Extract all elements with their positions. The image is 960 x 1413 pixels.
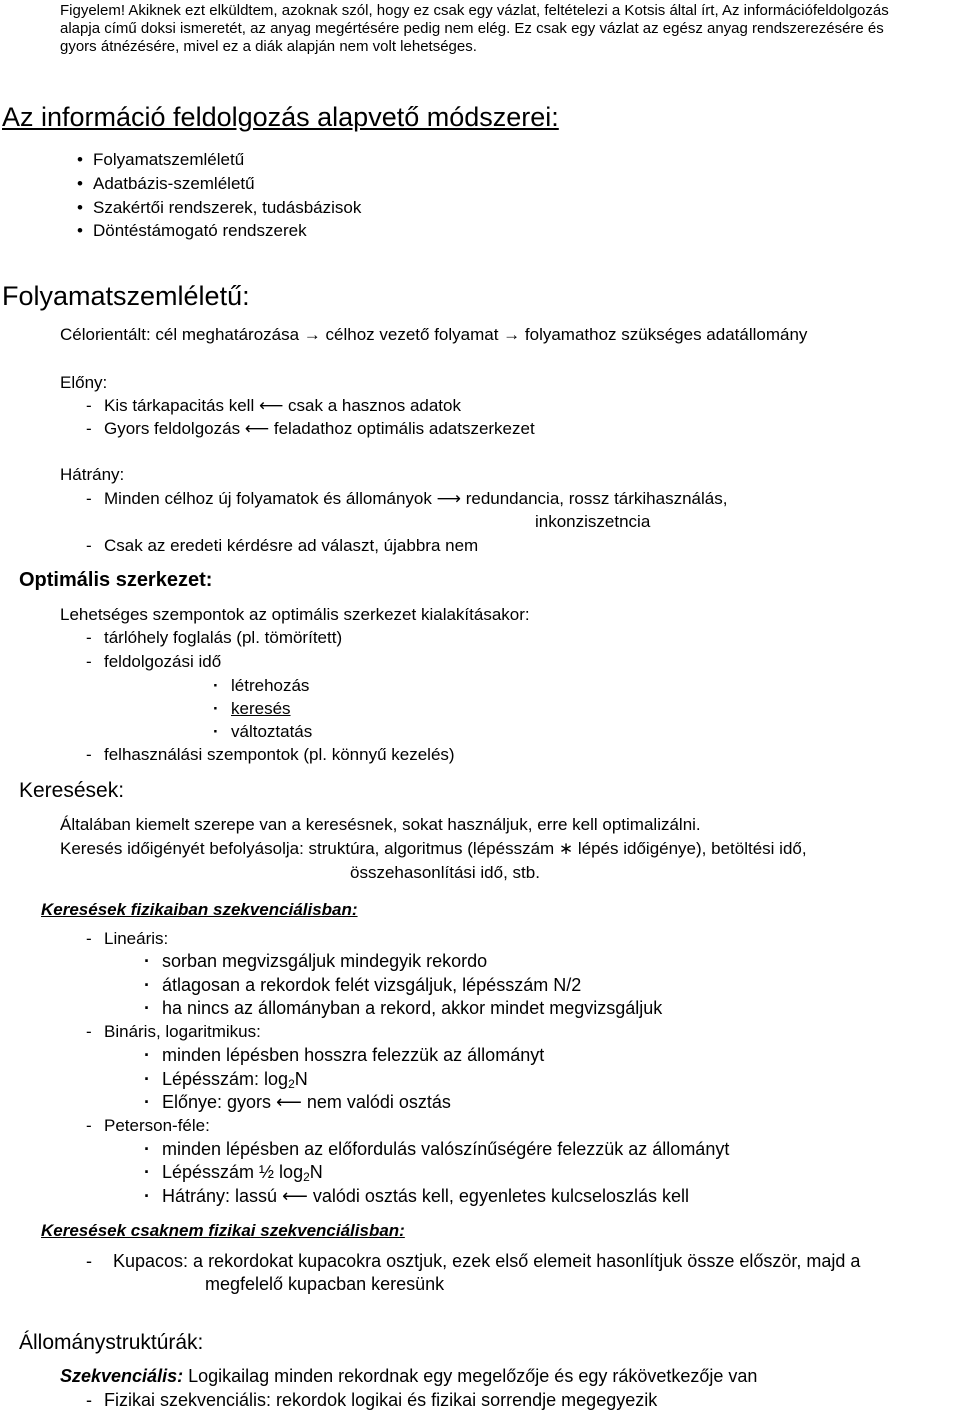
intro-line-1: Figyelem! Akiknek ezt elküldtem, azoknak szól, hogy ez csak egy vázlat, feltételezi a Kotsis által írt, Az információfeldolgozás — [60, 2, 889, 19]
search-method: - Bináris, logaritmikus: — [104, 1022, 261, 1042]
search-method-item: · sorban megvizsgáljuk mindegyik rekordo — [162, 951, 487, 972]
optimal-intro: Lehetséges szempontok az optimális szerkezet kialakításakor: — [60, 605, 530, 624]
search-method-item: · Lépésszám: $\log_2N$ — [162, 1069, 308, 1091]
searches-paragraph: Keresés időigényét befolyásolja: struktúra, algoritmus (lépésszám ∗ lépés időigénye), betöltési idő, — [60, 839, 807, 858]
intro-line-2: alapja című doksi ismeretét, az anyag megértésére pedig nem elég. Ez csak egy vázlat az egész anyag rendszerezésére és — [60, 20, 884, 37]
heap-line-2: megfelelő kupacban keresünk — [205, 1274, 445, 1294]
search-method-item: · minden lépésben hosszra felezzük az állományt — [162, 1045, 544, 1066]
method-item: • Döntéstámogató rendszerek — [93, 221, 307, 241]
goal-line: Célorientált: cél meghatározása → célhoz vezető folyamat → folyamathoz szükséges adatállomány — [60, 325, 808, 344]
subheading-physical: Keresések fizikaiban szekvenciálisban: — [41, 900, 358, 919]
sequential-definition: Szekvenciális: Logikailag minden rekordnak egy megelőzője és egy rákövetkezője van — [60, 1366, 758, 1386]
optimal-item: - tárlóhely foglalás (pl. tömörített) — [104, 628, 342, 648]
searches-paragraph-cont: összehasonlítási idő, stb. — [350, 863, 540, 882]
search-method: - Lineáris: — [104, 929, 168, 949]
search-method-item: · ha nincs az állományban a rekord, akkor mindet megvizsgáljuk — [162, 998, 662, 1019]
page-title: Az információ feldolgozás alapvető módszerei: — [2, 102, 559, 132]
method-item: • Folyamatszemléletű — [93, 150, 244, 170]
section-heading-optimal: Optimális szerkezet: — [19, 569, 213, 591]
optimal-subitem: · létrehozás — [231, 676, 309, 696]
method-item: • Adatbázis-szemléletű — [93, 174, 255, 194]
search-method-item: · Lépésszám ½ $\log_2N$ — [162, 1162, 323, 1184]
disadvantage-item: - Csak az eredeti kérdésre ad választ, újabbra nem — [104, 536, 478, 556]
disadvantage-label: Hátrány: — [60, 465, 125, 484]
searches-paragraph: Általában kiemelt szerepe van a keresésnek, sokat használjuk, erre kell optimalizálni. — [60, 815, 701, 834]
section-heading-process: Folyamatszemléletű: — [2, 281, 250, 311]
method-item: • Szakértői rendszerek, tudásbázisok — [93, 198, 361, 218]
heap-line-1: Kupacos: a rekordokat kupacokra osztjuk, ezek első elemeit hasonlítjuk össze először, majd a — [113, 1251, 861, 1271]
search-method-item: · Hátrány: lassú ⟵ valódi osztás kell, egyenletes kulcseloszlás kell — [162, 1186, 689, 1207]
optimal-item: - felhasználási szempontok (pl. könnyű kezelés) — [104, 745, 455, 765]
advantage-item: - Gyors feldolgozás ⟵ feladathoz optimális adatszerkezet — [104, 419, 535, 439]
physical-sequential-item: - Fizikai szekvenciális: rekordok logikai és fizikai sorrendje megegyezik — [104, 1390, 657, 1411]
search-method-item: · Előnye: gyors ⟵ nem valódi osztás — [162, 1092, 451, 1113]
optimal-subitem: · keresés — [231, 699, 291, 719]
disadvantage-item: - Minden célhoz új folyamatok és állományok ⟶ redundancia, rossz tárkihasználás, — [104, 489, 727, 509]
optimal-subitem: · változtatás — [231, 722, 312, 742]
intro-line-3: gyors átnézésére, mivel ez a diák alapján nem volt lehetséges. — [60, 38, 477, 55]
advantage-label: Előny: — [60, 373, 108, 392]
optimal-item: - feldolgozási idő — [104, 652, 221, 672]
search-method: - Peterson-féle: — [104, 1116, 210, 1136]
heap-dash: - — [86, 1251, 92, 1271]
search-method-item: · minden lépésben az előfordulás valószínűségére felezzük az állományt — [162, 1139, 729, 1160]
section-heading-structures: Állománystruktúrák: — [19, 1331, 204, 1354]
disadvantage-item-cont: inkonziszetncia — [535, 512, 651, 531]
search-method-item: · átlagosan a rekordok felét vizsgáljuk, lépésszám N/2 — [162, 975, 581, 996]
advantage-item: - Kis tárkapacitás kell ⟵ csak a hasznos adatok — [104, 396, 461, 416]
section-heading-searches: Keresések: — [19, 779, 125, 802]
subheading-almost-physical: Keresések csaknem fizikai szekvenciálisban: — [41, 1221, 405, 1240]
